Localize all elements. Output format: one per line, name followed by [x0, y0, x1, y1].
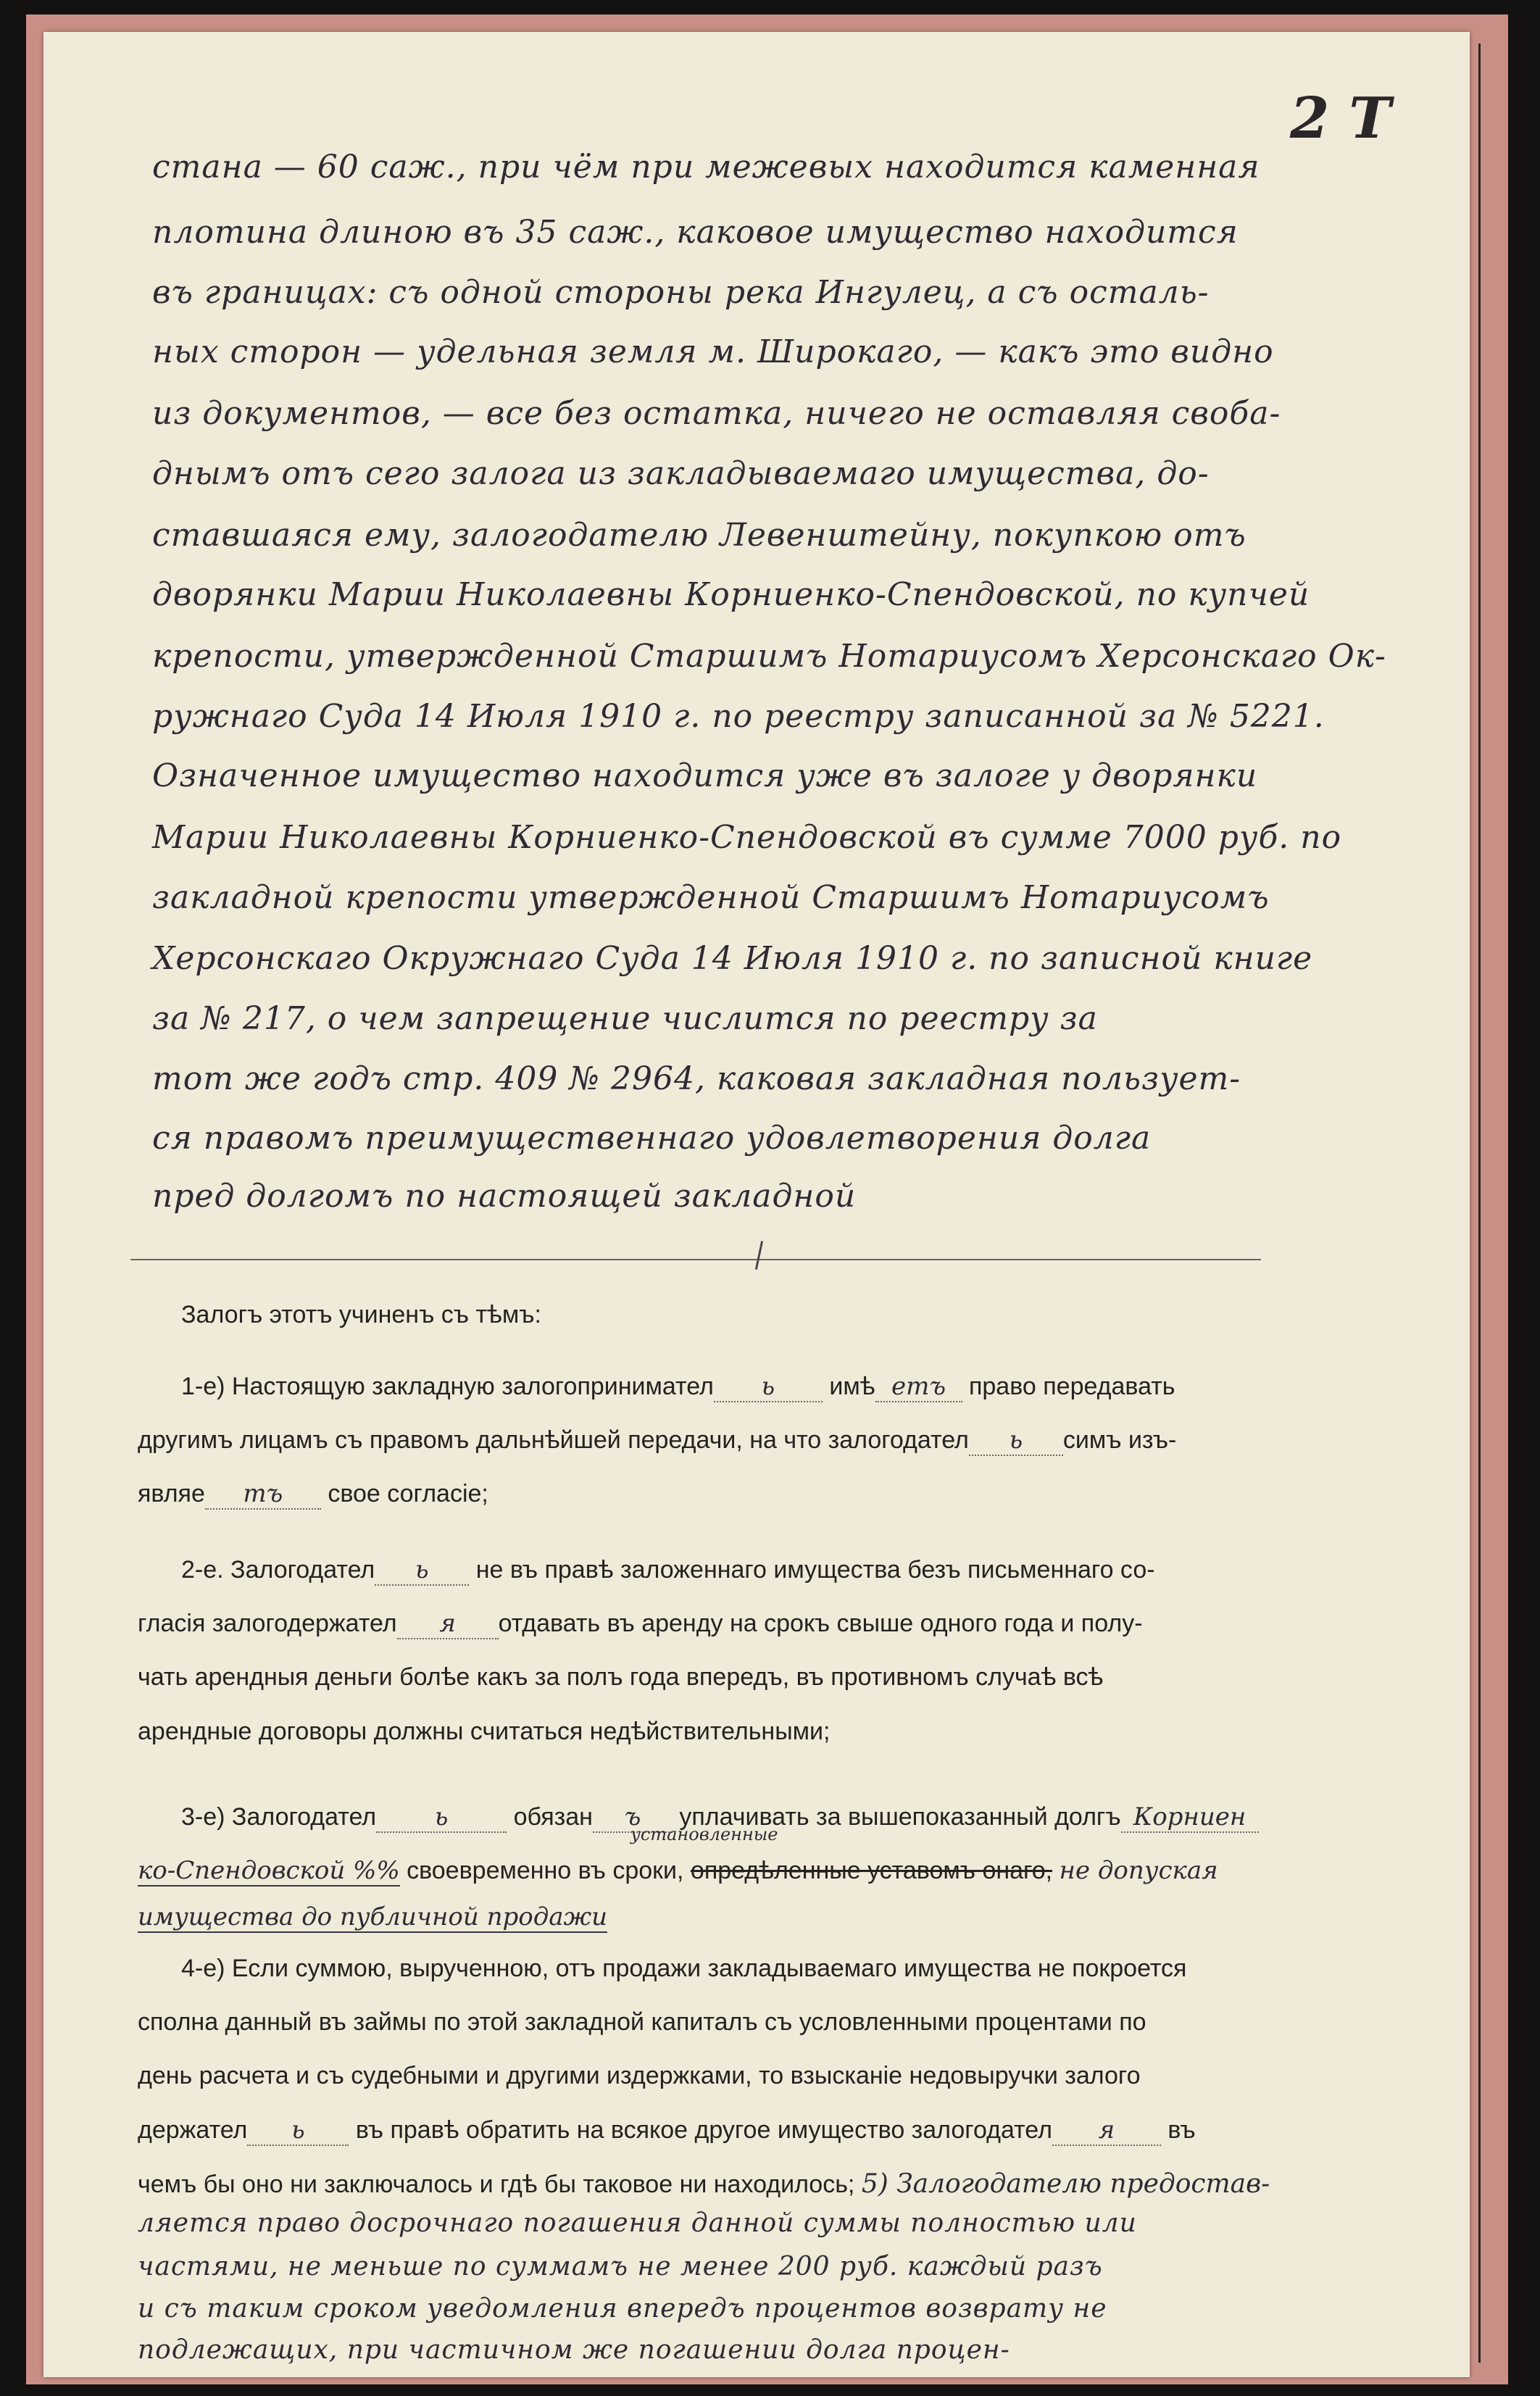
handwritten-fill: имущества до публичной продажи	[138, 1902, 608, 1931]
handwritten-line: частями, не меньше по суммамъ не менее 200 руб. каждый разъ	[138, 2252, 1103, 2281]
clause-text: симъ изъ-	[1062, 1426, 1177, 1454]
handwritten-line: ных сторон — удельная земля м. Широкаго, — какъ это видно	[152, 333, 1274, 370]
handwritten-line: крепости, утвержденной Старшимъ Нотариусомъ Херсонскаго Ок-	[152, 638, 1386, 675]
handwritten-fill: ко-Спендовской %%	[138, 1856, 400, 1885]
handwritten-line: плотина длиною въ 35 саж., каковое имущество находится	[152, 214, 1239, 251]
clause-text: 2-е. Залогодател	[181, 1556, 375, 1584]
handwritten-line: и съ таким сроком уведомления впередъ процентов возврату не	[138, 2294, 1107, 2324]
handwritten-line: Означенное имущество находится уже въ залоге у дворянки	[152, 757, 1258, 794]
handwritten-line: Марии Николаевны Корниенко-Спендовской въ сумме 7000 руб. по	[152, 819, 1342, 856]
clause-1-line-1	[181, 1372, 1290, 1402]
handwritten-line: Херсонскаго Окружнаго Суда 14 Июля 1910 г. по записной книге	[152, 940, 1313, 977]
clause-text: своевременно въ	[407, 1857, 606, 1884]
clause-text: являе	[138, 1480, 205, 1507]
blank-fill: тъ	[205, 1479, 321, 1510]
clause-3-line-2	[138, 1856, 1246, 1887]
clause-2-line-3: чать арендныя деньги болѣе какъ за полъ года впередъ, въ противномъ случаѣ всѣ	[138, 1663, 1104, 1691]
blank-fill: я	[1052, 2116, 1161, 2146]
clause-text: въ	[1168, 2116, 1196, 2144]
handwritten-line: дворянки Марии Николаевны Корниенко-Спендовской, по купчей	[152, 576, 1310, 613]
handwritten-line: ся правомъ преимущественнаго удовлетворения долга	[152, 1120, 1152, 1157]
clause-4-line-3: день расчета и съ судебными и другими издержками, то взысканіе недовыручки залого	[138, 2062, 1141, 2089]
clause-4-line-2: сполна данный въ займы по этой закладной капиталъ съ условленными процентами по	[138, 2008, 1146, 2036]
section-divider	[130, 1259, 1261, 1260]
handwritten-line: стана — 60 саж., при чём при межевых находится каменная	[152, 149, 1260, 186]
handwritten-line: закладной крепости утвержденной Старшимъ Нотариусомъ	[152, 879, 1270, 916]
blank-fill: ь	[376, 1802, 507, 1833]
clause-text: гласія залогодержател	[138, 1610, 397, 1637]
clause-text: свое согласіе;	[328, 1480, 488, 1507]
handwritten-insert: установленные	[630, 1824, 778, 1844]
blank-fill: я	[397, 1609, 499, 1639]
clause-text: имѣ	[829, 1373, 875, 1400]
clause-text: чемъ бы оно ни заключалось и гдѣ бы таковое ни находилось;	[138, 2171, 855, 2198]
clause-1-line-2	[138, 1426, 1246, 1456]
blank-fill: Корниен	[1121, 1802, 1259, 1833]
folio-number: 2 Т	[1290, 86, 1391, 151]
handwritten-line: днымъ отъ сего залога из закладываемаго имущества, до-	[152, 455, 1210, 492]
blank-fill: етъ	[875, 1372, 962, 1402]
page-edge	[1478, 43, 1481, 2363]
blank-fill: ъ	[593, 1802, 673, 1833]
clause-text: 3-е) Залогодател	[181, 1803, 377, 1831]
struck-text: опредѣленные уставомъ онаго,	[690, 1857, 1053, 1884]
handwritten-line: ружнаго Суда 14 Июля 1910 г. по реестру записанной за № 5221.	[152, 698, 1325, 735]
clause-2-line-4: арендные договоры должны считаться недѣйствительными;	[138, 1718, 831, 1745]
blank-fill: ь	[375, 1555, 469, 1586]
clause-text: не въ правѣ заложеннаго имущества безъ письменнаго со-	[475, 1556, 1155, 1584]
handwritten-fill: не допуская	[1059, 1856, 1218, 1885]
handwritten-line: тот же годъ стр. 409 № 2964, каковая закладная пользует-	[152, 1060, 1241, 1097]
clause-4-line-5	[138, 2169, 1270, 2199]
clause-text: другимъ лицамъ съ правомъ дальнѣйшей передачи, на что залогодател	[138, 1426, 969, 1454]
clause-4-line-4	[138, 2116, 1246, 2146]
handwritten-fill: 5) Залогодателю предостав-	[861, 2169, 1270, 2199]
clause-2-line-1	[181, 1555, 1290, 1586]
clause-text: право передавать	[968, 1373, 1175, 1400]
blank-fill: ь	[714, 1372, 823, 1402]
clause-text: держател	[138, 2116, 248, 2144]
handwritten-line: ставшаяся ему, залогодателю Левенштейну, покупкою отъ	[152, 517, 1246, 554]
clauses-intro: Залогъ этотъ учиненъ съ тѣмъ:	[181, 1301, 541, 1328]
handwritten-line: из документов, — все без остатка, ничего не оставляя своба-	[152, 395, 1281, 432]
blank-fill: ь	[247, 2116, 349, 2146]
clause-text: 1-е) Настоящую закладную залогопринимател	[181, 1373, 714, 1400]
clause-4-line-1: 4-е) Если суммою, вырученною, отъ продажи закладываемаго имущества не покроется	[181, 1955, 1187, 1982]
clause-text: уплачивать за вышепоказанный долгъ	[679, 1803, 1121, 1831]
handwritten-line: ляется право досрочнаго погашения данной суммы полностью или	[138, 2208, 1137, 2238]
handwritten-line: за № 217, о чем запрещение числится по реестру за	[152, 1000, 1098, 1037]
clause-text: сроки,	[612, 1857, 684, 1884]
handwritten-line: подлежащих, при частичном же погашении долга процен-	[138, 2335, 1010, 2365]
handwritten-line: въ границах: съ одной стороны река Ингулец, а съ осталь-	[152, 274, 1210, 311]
clause-text: обязан	[513, 1803, 593, 1831]
blank-fill: ь	[969, 1426, 1063, 1456]
clause-3-line-3	[138, 1902, 1246, 1933]
clause-text: въ правѣ обратить на всякое другое имущество залогодател	[355, 2116, 1052, 2144]
clause-text: отдавать въ аренду на срокъ свыше одного года и полу-	[498, 1610, 1143, 1637]
handwritten-line: пред долгомъ по настоящей закладной	[152, 1178, 857, 1215]
clause-1-line-3	[138, 1479, 1246, 1510]
clause-2-line-2	[138, 1609, 1246, 1639]
